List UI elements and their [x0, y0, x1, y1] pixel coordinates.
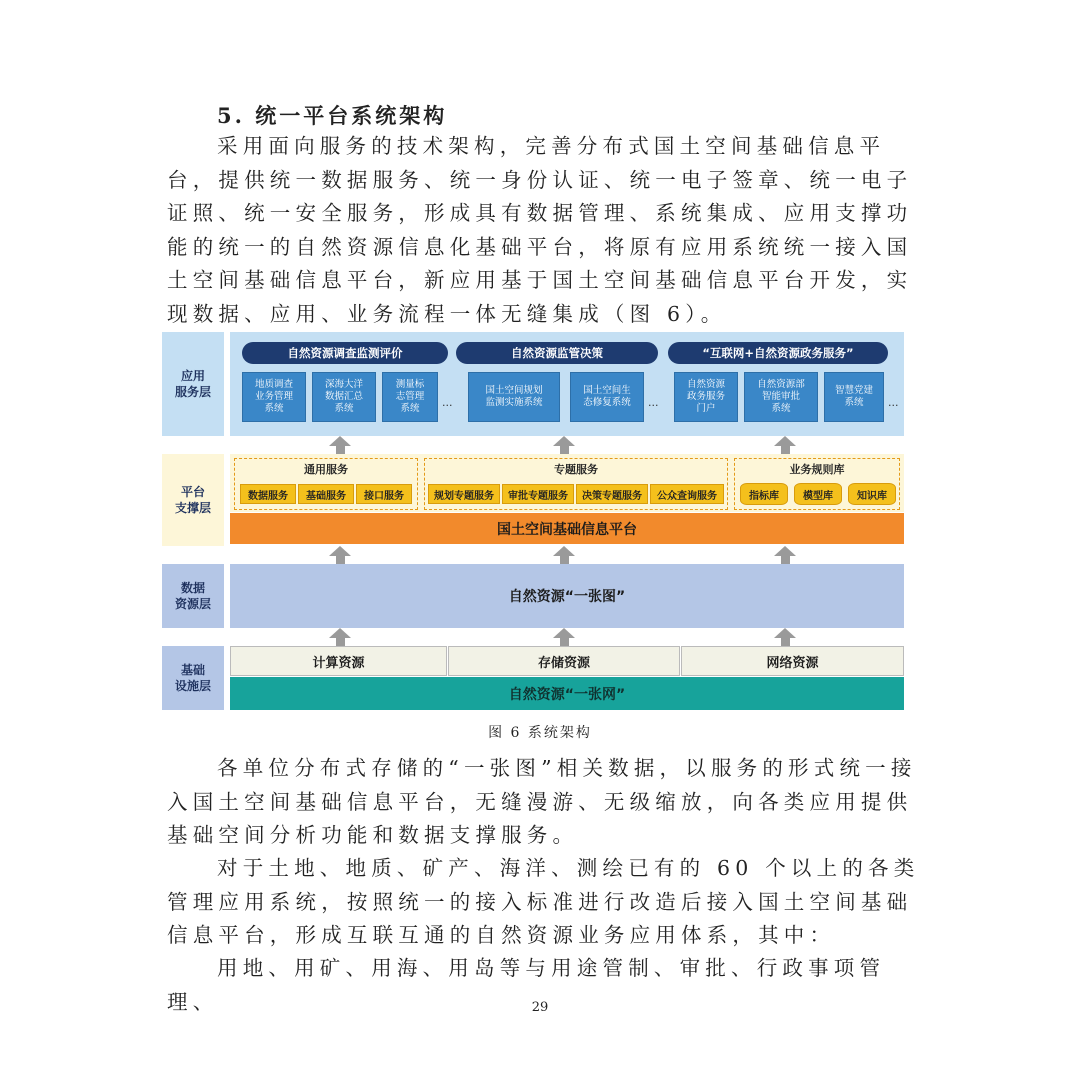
data-layer-label: 数据 资源层	[174, 581, 211, 611]
up-arrow-icon	[329, 546, 351, 556]
app-survey-marker-system: 测量标 志管理 系统	[382, 372, 438, 422]
basic-service: 基础服务	[298, 484, 354, 504]
decision-special-service: 决策专题服务	[576, 484, 648, 504]
page-number: 29	[531, 1000, 549, 1015]
up-arrow-icon	[329, 436, 351, 446]
up-arrow-stem	[781, 446, 790, 454]
platform-bar: 国土空间基础信息平台	[230, 513, 904, 544]
data-service: 数据服务	[240, 484, 296, 504]
app-group-supervision-ellipsis: ...	[648, 396, 659, 409]
up-arrow-stem	[336, 446, 345, 454]
app-group-survey-ellipsis: ...	[442, 396, 453, 409]
public-query-service: 公众查询服务	[650, 484, 724, 504]
up-arrow-icon	[553, 436, 575, 446]
paragraph-legacy-systems: 对于土地、地质、矿产、海洋、测绘已有的 60 个以上的各类管理应用系统，按照统一的接入标准进行改造后接入国土空间基础信息平台，形成互联互通的自然资源业务应用体系，其中：	[167, 856, 920, 947]
knowledge-database: 知识库	[848, 483, 896, 505]
network-resources: 网络资源	[681, 646, 904, 676]
interface-service: 接口服务	[356, 484, 412, 504]
model-database: 模型库	[794, 483, 842, 505]
app-geo-survey-system: 地质调查 业务管理 系统	[242, 372, 306, 422]
planning-special-service: 规划专题服务	[428, 484, 500, 504]
approval-special-service: 审批专题服务	[502, 484, 574, 504]
up-arrow-stem	[336, 556, 345, 564]
up-arrow-stem	[560, 556, 569, 564]
up-arrow-icon	[553, 628, 575, 638]
app-group-internet-ellipsis: ...	[888, 396, 899, 409]
data-one-map-bar: 自然资源“一张图”	[230, 564, 904, 628]
section-heading: 5. 统一平台系统架构	[217, 103, 448, 128]
app-layer-label: 应用 服务层	[174, 369, 211, 399]
one-network-bar: 自然资源“一张网”	[230, 677, 904, 710]
app-ecological-restoration-system: 国土空间生 态修复系统	[570, 372, 644, 422]
up-arrow-icon	[553, 546, 575, 556]
up-arrow-icon	[774, 628, 796, 638]
paragraph-one-map: 各单位分布式存储的“一张图”相关数据，以服务的形式统一接入国土空间基础信息平台，无缝漫游、无级缩放，向各类应用提供基础空间分析功能和数据支撑服务。	[167, 756, 917, 847]
general-services-title: 通用服务	[304, 463, 348, 476]
app-deep-sea-system: 深海大洋 数据汇总 系统	[312, 372, 376, 422]
paragraph-land-use: 用地、用矿、用海、用岛等与用途管制、审批、行政事项管理、	[167, 956, 886, 1014]
app-gov-service-portal: 自然资源 政务服务 门户	[674, 372, 738, 422]
app-group-title-internet-plus: “互联网+自然资源政务服务”	[668, 342, 888, 364]
paragraph-architecture: 采用面向服务的技术架构，完善分布式国土空间基础信息平台，提供统一数据服务、统一身份认证、统一电子签章、统一电子证照、统一安全服务，形成具有数据管理、系统集成、应用支撑功能的统一的自然资源信息化基础平台，将原有应用系统统一接入国土空间基础信息平台，新应用基于国土空间基础信息平台开发，实现数据、应用、业务流程一体无缝集成（图 6）。	[167, 134, 913, 326]
app-smart-party-system: 智慧党建 系统	[824, 372, 884, 422]
up-arrow-stem	[781, 638, 790, 646]
up-arrow-stem	[781, 556, 790, 564]
app-smart-approval-system: 自然资源部 智能审批 系统	[744, 372, 818, 422]
up-arrow-icon	[774, 546, 796, 556]
figure-caption: 图 6 系统架构	[488, 725, 592, 741]
special-services-title: 专题服务	[554, 463, 598, 476]
system-architecture-diagram	[162, 332, 904, 714]
app-group-title-survey: 自然资源调查监测评价	[242, 342, 448, 364]
storage-resources: 存储资源	[448, 646, 680, 676]
indicator-database: 指标库	[740, 483, 788, 505]
up-arrow-stem	[560, 446, 569, 454]
up-arrow-stem	[336, 638, 345, 646]
up-arrow-icon	[329, 628, 351, 638]
platform-layer-label: 平台 支撑层	[174, 485, 211, 515]
up-arrow-stem	[560, 638, 569, 646]
up-arrow-icon	[774, 436, 796, 446]
business-rules-title: 业务规则库	[789, 463, 845, 476]
infra-layer-label: 基础 设施层	[174, 663, 211, 693]
app-spatial-planning-system: 国土空间规划 监测实施系统	[468, 372, 560, 422]
compute-resources: 计算资源	[230, 646, 447, 676]
app-group-title-supervision: 自然资源监管决策	[456, 342, 658, 364]
